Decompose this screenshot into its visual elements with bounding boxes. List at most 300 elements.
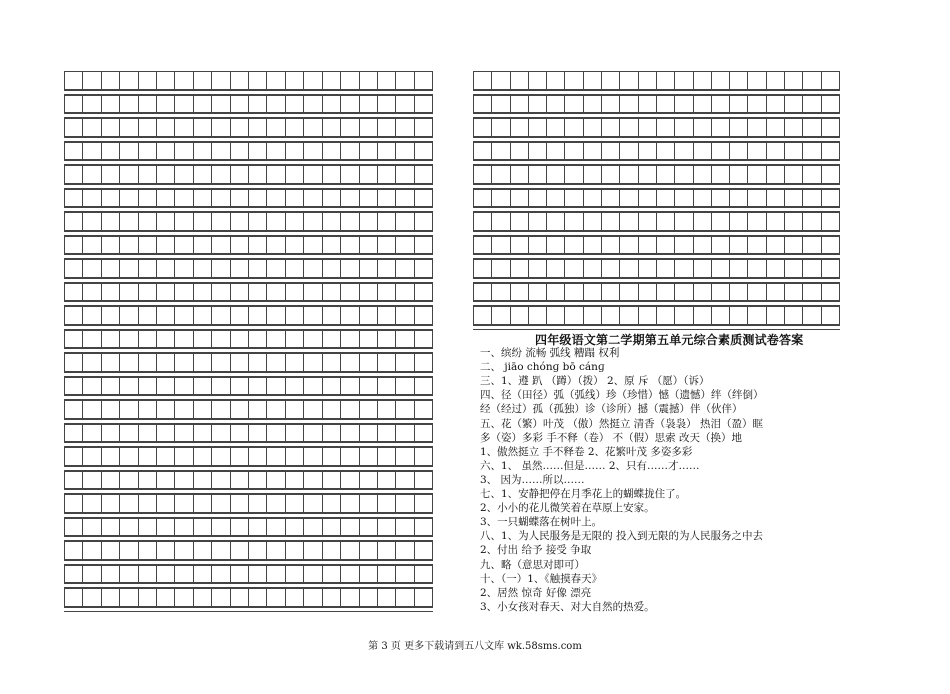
grid-cell bbox=[730, 96, 748, 113]
grid-cell bbox=[304, 96, 322, 113]
grid-cell bbox=[694, 96, 712, 113]
grid-cell bbox=[212, 119, 230, 136]
grid-cell bbox=[267, 401, 285, 418]
grid-cell bbox=[120, 96, 138, 113]
grid-cell bbox=[602, 237, 620, 254]
grid-cell bbox=[360, 237, 378, 254]
grid-cell bbox=[286, 213, 304, 230]
grid-cell bbox=[360, 354, 378, 371]
grid-cell bbox=[492, 72, 510, 89]
grid-cell bbox=[529, 72, 547, 89]
grid-cell bbox=[584, 119, 602, 136]
grid-cell bbox=[231, 284, 249, 301]
grid-cell bbox=[175, 354, 193, 371]
grid-cell bbox=[748, 307, 766, 324]
grid-cell bbox=[194, 284, 212, 301]
answer-line: 九、略（意思对即可） bbox=[480, 558, 585, 571]
grid-cell bbox=[194, 354, 212, 371]
grid-cell bbox=[249, 495, 267, 512]
grid-cell bbox=[341, 354, 359, 371]
grid-cell bbox=[286, 96, 304, 113]
grid-cell bbox=[286, 166, 304, 183]
grid-cell bbox=[83, 166, 101, 183]
grid-cell bbox=[231, 495, 249, 512]
grid-cell bbox=[675, 190, 693, 207]
grid-cell bbox=[415, 472, 433, 489]
grid-cell bbox=[415, 425, 433, 442]
grid-cell bbox=[511, 260, 529, 277]
grid-cell bbox=[360, 425, 378, 442]
grid-cell bbox=[267, 119, 285, 136]
grid-cell bbox=[694, 119, 712, 136]
grid-cell bbox=[102, 519, 120, 536]
grid-cell bbox=[323, 542, 341, 559]
grid-cell bbox=[378, 119, 396, 136]
grid-cell bbox=[748, 72, 766, 89]
answer-line: 经（经过）孤（孤独）诊（诊所）撼（震撼）伴（伙伴） bbox=[480, 403, 743, 416]
grid-cell bbox=[120, 401, 138, 418]
grid-cell bbox=[657, 96, 675, 113]
grid-cell bbox=[231, 143, 249, 160]
grid-cell bbox=[286, 401, 304, 418]
grid-cell bbox=[65, 166, 83, 183]
grid-cell bbox=[267, 307, 285, 324]
grid-cell bbox=[157, 519, 175, 536]
grid-cell bbox=[102, 96, 120, 113]
grid-cell bbox=[231, 237, 249, 254]
grid-cell bbox=[139, 472, 157, 489]
grid-cell bbox=[157, 472, 175, 489]
grid-cell bbox=[286, 260, 304, 277]
grid-cell bbox=[304, 166, 322, 183]
grid-cell bbox=[341, 519, 359, 536]
grid-cell bbox=[474, 190, 492, 207]
grid-cell bbox=[341, 448, 359, 465]
grid-cell bbox=[730, 166, 748, 183]
grid-cell bbox=[341, 213, 359, 230]
answer-key-title: 四年级语文第二学期第五单元综合素质测试卷答案 bbox=[535, 333, 804, 347]
grid-cell bbox=[529, 166, 547, 183]
grid-cell bbox=[492, 307, 510, 324]
grid-cell bbox=[83, 589, 101, 606]
grid-cell bbox=[396, 237, 414, 254]
grid-cell bbox=[694, 260, 712, 277]
grid-cell bbox=[231, 589, 249, 606]
grid-cell bbox=[748, 260, 766, 277]
grid-cell bbox=[120, 166, 138, 183]
grid-cell bbox=[157, 331, 175, 348]
grid-cell bbox=[822, 260, 840, 277]
grid-cell bbox=[511, 166, 529, 183]
grid-cell bbox=[529, 237, 547, 254]
grid-cell bbox=[620, 190, 638, 207]
grid-cell bbox=[139, 354, 157, 371]
grid-cell bbox=[139, 448, 157, 465]
grid-cell bbox=[712, 143, 730, 160]
grid-cell bbox=[323, 166, 341, 183]
grid-cell bbox=[83, 331, 101, 348]
grid-cell bbox=[565, 237, 583, 254]
grid-cell bbox=[194, 237, 212, 254]
grid-cell bbox=[249, 519, 267, 536]
grid-cell bbox=[267, 589, 285, 606]
grid-cell bbox=[175, 119, 193, 136]
grid-cell bbox=[511, 119, 529, 136]
grid-cell bbox=[657, 190, 675, 207]
grid-cell bbox=[415, 354, 433, 371]
grid-cell bbox=[267, 190, 285, 207]
answer-line: 七、1、安静把停在月季花上的蝴蝶拢住了。 bbox=[480, 488, 687, 500]
grid-cell bbox=[730, 213, 748, 230]
grid-cell bbox=[231, 566, 249, 583]
grid-cell bbox=[231, 190, 249, 207]
grid-cell bbox=[139, 495, 157, 512]
grid-cell bbox=[767, 72, 785, 89]
grid-cell bbox=[304, 213, 322, 230]
grid-cell bbox=[341, 166, 359, 183]
grid-cell bbox=[785, 119, 803, 136]
grid-cell bbox=[267, 237, 285, 254]
grid-cell bbox=[474, 96, 492, 113]
grid-cell bbox=[712, 166, 730, 183]
grid-cell bbox=[323, 448, 341, 465]
grid-cell bbox=[194, 96, 212, 113]
grid-cell bbox=[231, 542, 249, 559]
grid-cell bbox=[157, 237, 175, 254]
grid-cell bbox=[286, 589, 304, 606]
grid-cell bbox=[157, 495, 175, 512]
answer-line: 2、付出 给予 接受 争取 bbox=[480, 544, 592, 557]
grid-cell bbox=[396, 166, 414, 183]
grid-cell bbox=[602, 166, 620, 183]
grid-cell bbox=[620, 284, 638, 301]
grid-cell bbox=[212, 237, 230, 254]
grid-cell bbox=[341, 72, 359, 89]
grid-cell bbox=[341, 331, 359, 348]
grid-cell bbox=[620, 143, 638, 160]
grid-cell bbox=[694, 237, 712, 254]
grid-cell bbox=[286, 542, 304, 559]
grid-cell bbox=[378, 448, 396, 465]
grid-cell bbox=[231, 472, 249, 489]
grid-cell bbox=[415, 213, 433, 230]
grid-cell bbox=[267, 260, 285, 277]
grid-cell bbox=[102, 213, 120, 230]
grid-cell bbox=[65, 284, 83, 301]
grid-cell bbox=[511, 237, 529, 254]
grid-cell bbox=[341, 566, 359, 583]
grid-cell bbox=[474, 119, 492, 136]
grid-cell bbox=[378, 331, 396, 348]
grid-cell bbox=[639, 96, 657, 113]
grid-cell bbox=[730, 284, 748, 301]
grid-cell bbox=[83, 542, 101, 559]
grid-cell bbox=[639, 166, 657, 183]
grid-cell bbox=[341, 401, 359, 418]
answer-line: 一、缤纷 流畅 弧线 糟蹋 权利 bbox=[480, 347, 620, 359]
grid-cell bbox=[396, 307, 414, 324]
grid-cell bbox=[304, 331, 322, 348]
grid-cell bbox=[529, 119, 547, 136]
grid-cell bbox=[803, 119, 821, 136]
grid-cell bbox=[65, 378, 83, 395]
grid-cell bbox=[175, 260, 193, 277]
grid-cell bbox=[304, 237, 322, 254]
grid-cell bbox=[194, 519, 212, 536]
grid-cell bbox=[139, 237, 157, 254]
grid-cell bbox=[212, 331, 230, 348]
grid-cell bbox=[694, 143, 712, 160]
grid-cell bbox=[584, 237, 602, 254]
grid-row-gap bbox=[64, 607, 433, 612]
grid-cell bbox=[378, 519, 396, 536]
grid-cell bbox=[584, 96, 602, 113]
grid-cell bbox=[304, 448, 322, 465]
grid-cell bbox=[65, 589, 83, 606]
grid-cell bbox=[249, 307, 267, 324]
grid-cell bbox=[65, 260, 83, 277]
grid-cell bbox=[157, 378, 175, 395]
grid-cell bbox=[231, 425, 249, 442]
grid-cell bbox=[565, 72, 583, 89]
grid-cell bbox=[396, 566, 414, 583]
grid-cell bbox=[157, 143, 175, 160]
grid-cell bbox=[83, 425, 101, 442]
grid-cell bbox=[378, 96, 396, 113]
grid-cell bbox=[139, 542, 157, 559]
grid-cell bbox=[249, 331, 267, 348]
answer-line: 2、居然 惊奇 好像 漂亮 bbox=[480, 586, 592, 599]
grid-cell bbox=[529, 213, 547, 230]
grid-cell bbox=[286, 237, 304, 254]
grid-cell bbox=[267, 354, 285, 371]
grid-cell bbox=[415, 519, 433, 536]
grid-cell bbox=[249, 284, 267, 301]
grid-cell bbox=[304, 119, 322, 136]
grid-cell bbox=[231, 307, 249, 324]
grid-cell bbox=[83, 260, 101, 277]
grid-cell bbox=[415, 284, 433, 301]
grid-cell bbox=[194, 166, 212, 183]
grid-cell bbox=[249, 213, 267, 230]
grid-cell bbox=[157, 401, 175, 418]
grid-cell bbox=[474, 307, 492, 324]
grid-cell bbox=[120, 354, 138, 371]
grid-cell bbox=[212, 143, 230, 160]
grid-cell bbox=[120, 284, 138, 301]
grid-cell bbox=[415, 331, 433, 348]
grid-cell bbox=[120, 589, 138, 606]
grid-cell bbox=[249, 190, 267, 207]
grid-cell bbox=[730, 260, 748, 277]
grid-cell bbox=[730, 143, 748, 160]
grid-cell bbox=[157, 284, 175, 301]
grid-cell bbox=[65, 425, 83, 442]
grid-cell bbox=[231, 378, 249, 395]
grid-cell bbox=[139, 566, 157, 583]
grid-cell bbox=[415, 260, 433, 277]
grid-cell bbox=[139, 284, 157, 301]
grid-cell bbox=[286, 425, 304, 442]
grid-cell bbox=[194, 119, 212, 136]
grid-cell bbox=[584, 213, 602, 230]
grid-cell bbox=[120, 331, 138, 348]
grid-cell bbox=[602, 72, 620, 89]
grid-cell bbox=[360, 331, 378, 348]
grid-cell bbox=[304, 190, 322, 207]
grid-cell bbox=[267, 542, 285, 559]
grid-cell bbox=[249, 589, 267, 606]
grid-cell bbox=[139, 72, 157, 89]
grid-cell bbox=[730, 72, 748, 89]
grid-cell bbox=[175, 143, 193, 160]
grid-cell bbox=[267, 448, 285, 465]
grid-cell bbox=[547, 213, 565, 230]
grid-cell bbox=[748, 284, 766, 301]
grid-cell bbox=[675, 213, 693, 230]
grid-cell bbox=[65, 401, 83, 418]
grid-cell bbox=[249, 566, 267, 583]
grid-cell bbox=[547, 307, 565, 324]
grid-cell bbox=[304, 566, 322, 583]
grid-cell bbox=[694, 166, 712, 183]
grid-cell bbox=[83, 519, 101, 536]
grid-cell bbox=[120, 190, 138, 207]
grid-cell bbox=[639, 143, 657, 160]
grid-cell bbox=[139, 519, 157, 536]
grid-cell bbox=[694, 72, 712, 89]
grid-cell bbox=[249, 237, 267, 254]
grid-cell bbox=[360, 119, 378, 136]
grid-cell bbox=[584, 260, 602, 277]
grid-cell bbox=[657, 72, 675, 89]
grid-cell bbox=[194, 448, 212, 465]
grid-cell bbox=[102, 72, 120, 89]
grid-cell bbox=[175, 425, 193, 442]
grid-cell bbox=[341, 378, 359, 395]
grid-cell bbox=[341, 143, 359, 160]
grid-cell bbox=[65, 143, 83, 160]
grid-cell bbox=[620, 119, 638, 136]
grid-cell bbox=[249, 143, 267, 160]
grid-cell bbox=[492, 166, 510, 183]
grid-cell bbox=[65, 495, 83, 512]
grid-cell bbox=[83, 213, 101, 230]
grid-cell bbox=[83, 237, 101, 254]
grid-cell bbox=[175, 96, 193, 113]
grid-cell bbox=[415, 119, 433, 136]
grid-cell bbox=[212, 425, 230, 442]
grid-cell bbox=[194, 425, 212, 442]
grid-cell bbox=[822, 237, 840, 254]
grid-cell bbox=[584, 307, 602, 324]
grid-cell bbox=[304, 425, 322, 442]
answer-line: 3、 因为……所以…… bbox=[480, 473, 585, 486]
grid-cell bbox=[286, 307, 304, 324]
grid-cell bbox=[102, 331, 120, 348]
grid-cell bbox=[730, 307, 748, 324]
grid-cell bbox=[231, 354, 249, 371]
grid-cell bbox=[415, 589, 433, 606]
grid-cell bbox=[249, 448, 267, 465]
grid-cell bbox=[120, 542, 138, 559]
grid-cell bbox=[102, 237, 120, 254]
grid-cell bbox=[803, 96, 821, 113]
grid-cell bbox=[378, 260, 396, 277]
grid-cell bbox=[639, 190, 657, 207]
grid-cell bbox=[511, 96, 529, 113]
grid-cell bbox=[139, 425, 157, 442]
grid-cell bbox=[657, 213, 675, 230]
grid-cell bbox=[675, 166, 693, 183]
grid-cell bbox=[212, 72, 230, 89]
grid-cell bbox=[620, 237, 638, 254]
grid-cell bbox=[194, 72, 212, 89]
grid-cell bbox=[378, 495, 396, 512]
grid-cell bbox=[341, 119, 359, 136]
grid-cell bbox=[639, 307, 657, 324]
grid-cell bbox=[341, 260, 359, 277]
grid-cell bbox=[360, 519, 378, 536]
grid-cell bbox=[675, 96, 693, 113]
answer-line: 十、（一）1、《触摸春天》 bbox=[480, 572, 603, 585]
grid-cell bbox=[565, 190, 583, 207]
grid-cell bbox=[194, 190, 212, 207]
grid-cell bbox=[378, 472, 396, 489]
grid-cell bbox=[304, 472, 322, 489]
grid-cell bbox=[267, 331, 285, 348]
grid-cell bbox=[323, 307, 341, 324]
grid-row-gap bbox=[473, 325, 840, 330]
grid-cell bbox=[83, 472, 101, 489]
grid-cell bbox=[620, 166, 638, 183]
grid-cell bbox=[102, 354, 120, 371]
grid-cell bbox=[286, 284, 304, 301]
grid-cell bbox=[415, 96, 433, 113]
grid-cell bbox=[65, 213, 83, 230]
grid-cell bbox=[657, 237, 675, 254]
grid-cell bbox=[157, 166, 175, 183]
grid-cell bbox=[565, 166, 583, 183]
grid-cell bbox=[175, 190, 193, 207]
grid-cell bbox=[194, 307, 212, 324]
grid-cell bbox=[620, 307, 638, 324]
grid-cell bbox=[415, 542, 433, 559]
grid-cell bbox=[547, 260, 565, 277]
grid-cell bbox=[378, 425, 396, 442]
grid-cell bbox=[396, 284, 414, 301]
grid-cell bbox=[212, 472, 230, 489]
grid-cell bbox=[194, 143, 212, 160]
grid-cell bbox=[492, 190, 510, 207]
grid-cell bbox=[360, 542, 378, 559]
grid-cell bbox=[822, 284, 840, 301]
grid-cell bbox=[286, 119, 304, 136]
grid-cell bbox=[231, 166, 249, 183]
grid-cell bbox=[323, 519, 341, 536]
grid-cell bbox=[565, 143, 583, 160]
grid-cell bbox=[212, 190, 230, 207]
grid-cell bbox=[83, 354, 101, 371]
grid-cell bbox=[360, 495, 378, 512]
grid-cell bbox=[378, 143, 396, 160]
grid-cell bbox=[785, 237, 803, 254]
grid-cell bbox=[396, 96, 414, 113]
grid-cell bbox=[304, 143, 322, 160]
grid-cell bbox=[767, 284, 785, 301]
grid-cell bbox=[785, 72, 803, 89]
grid-cell bbox=[396, 119, 414, 136]
